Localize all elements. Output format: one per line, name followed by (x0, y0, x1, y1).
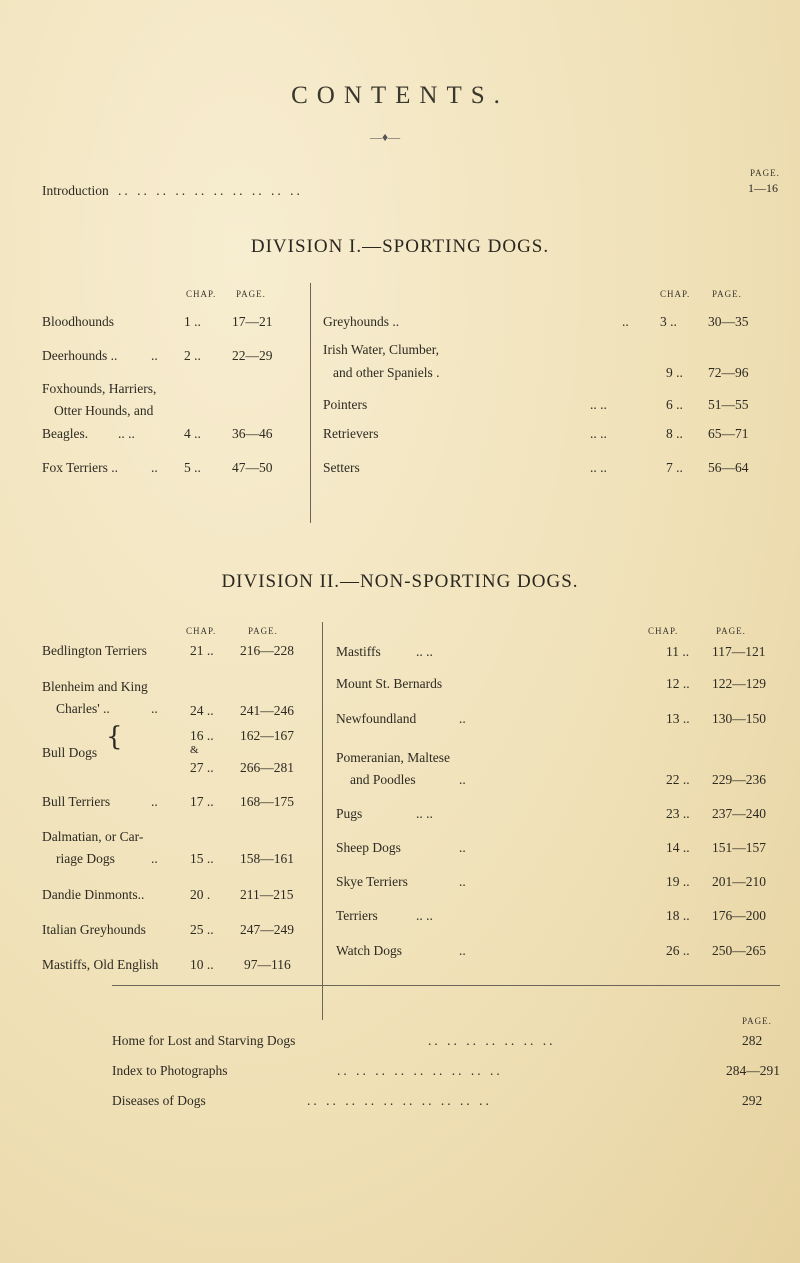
page-range: 17—21 (232, 314, 273, 329)
chap-number: 1 .. (184, 314, 201, 329)
chap-number: 16 .. (190, 728, 214, 743)
div1-right-chap-label: CHAP. (660, 289, 691, 299)
leader: .. .. (590, 426, 607, 441)
page-range: 117—121 (712, 644, 766, 659)
chap-number: 3 .. (660, 314, 677, 329)
list-item: Terriers (336, 908, 378, 923)
page-range: 30—35 (708, 314, 749, 329)
page-range: 168—175 (240, 794, 294, 809)
chap-number: 18 .. (666, 908, 690, 923)
list-item: Diseases of Dogs (112, 1093, 206, 1108)
ornament-divider: —♦— (370, 130, 401, 144)
list-item: Mastiffs, Old English (42, 957, 159, 972)
leader: .. (151, 701, 158, 716)
list-item: Pomeranian, Maltese (336, 750, 450, 765)
list-item: Bull Dogs (42, 745, 98, 760)
division1-title: DIVISION I.—SPORTING DOGS. (250, 236, 550, 257)
page-range: 97—116 (244, 957, 291, 972)
list-item: Pugs (336, 806, 363, 821)
list-item: Sheep Dogs (336, 840, 401, 855)
div1-right-page-label: PAGE. (712, 289, 742, 299)
page-range: 237—240 (712, 806, 766, 821)
chap-number: 10 .. (190, 957, 214, 972)
page-title: CONTENTS. (291, 82, 509, 109)
leader: .. .. .. .. .. .. .. .. .. .. (307, 1093, 492, 1108)
leader: .. (459, 840, 466, 855)
chap-number: 17 .. (190, 794, 214, 809)
intro-leader: .. .. .. .. .. .. .. .. .. .. (118, 183, 303, 198)
chap-number: 6 .. (666, 397, 683, 412)
list-item: Newfoundland (336, 711, 417, 726)
list-item: Irish Water, Clumber, (323, 342, 440, 357)
list-item: Otter Hounds, and (54, 403, 154, 418)
leader: .. (151, 348, 158, 363)
list-item: Beagles. (42, 426, 89, 441)
leader: .. .. (416, 806, 433, 821)
section-divider (112, 985, 780, 986)
page-range: 229—236 (712, 772, 766, 787)
page-range: 266—281 (240, 760, 294, 775)
page-range: 36—46 (232, 426, 273, 441)
list-item: Home for Lost and Starving Dogs (112, 1033, 296, 1048)
intro-page-label: PAGE. (750, 168, 780, 178)
list-item: Pointers (323, 397, 368, 412)
list-item: Foxhounds, Harriers, (42, 381, 157, 396)
chap-number: 2 .. (184, 348, 201, 363)
page-range: 158—161 (240, 851, 294, 866)
chap-number: & (190, 744, 199, 756)
page-range: 292 (742, 1093, 763, 1108)
page-range: 241—246 (240, 703, 294, 718)
list-item: Mastiffs (336, 644, 381, 659)
leader: .. (459, 772, 466, 787)
chap-number: 5 .. (184, 460, 201, 475)
list-item: Retrievers (323, 426, 379, 441)
chap-number: 26 .. (666, 943, 690, 958)
list-item: Greyhounds .. (323, 314, 400, 329)
list-item: Setters (323, 460, 360, 475)
page-range: 65—71 (708, 426, 749, 441)
list-item: Dalmatian, or Car- (42, 829, 144, 844)
chap-number: 14 .. (666, 840, 690, 855)
page-range: 201—210 (712, 874, 766, 889)
division2-title: DIVISION II.—NON-SPORTING DOGS. (221, 571, 579, 592)
list-item: Bedlington Terriers (42, 643, 147, 658)
page-range: 211—215 (240, 887, 294, 902)
list-item: Bull Terriers (42, 794, 111, 809)
chap-number: 27 .. (190, 760, 214, 775)
chap-number: 23 .. (666, 806, 690, 821)
div2-right-chap-label: CHAP. (648, 626, 679, 636)
chap-number: 12 .. (666, 676, 690, 691)
chap-number: 11 .. (666, 644, 690, 659)
page-range: 72—96 (708, 365, 749, 380)
chap-number: 21 .. (190, 643, 214, 658)
page-range: 162—167 (240, 728, 294, 743)
leader: .. .. (590, 397, 607, 412)
leader: .. .. (118, 426, 135, 441)
div1-column-rule (310, 283, 311, 523)
leader: .. (151, 460, 158, 475)
leader: .. (622, 314, 629, 329)
chap-number: 25 .. (190, 922, 214, 937)
list-item: riage Dogs (56, 851, 115, 866)
intro-label: Introduction (42, 183, 109, 198)
page-range: 56—64 (708, 460, 749, 475)
page-range: 247—249 (240, 922, 294, 937)
list-item: Blenheim and King (42, 679, 148, 694)
div2-left-chap-label: CHAP. (186, 626, 217, 636)
leader: .. .. .. .. .. .. .. .. .. (337, 1063, 503, 1078)
list-item: Skye Terriers (336, 874, 408, 889)
intro-pages: 1—16 (748, 181, 778, 195)
list-item: Dandie Dinmonts.. (42, 887, 145, 902)
chap-number: 13 .. (666, 711, 690, 726)
list-item: Watch Dogs (336, 943, 403, 958)
chap-number: 9 .. (666, 365, 683, 380)
appendix-page-label: PAGE. (742, 1016, 772, 1026)
chap-number: 19 .. (666, 874, 690, 889)
div1-left-chap-label: CHAP. (186, 289, 217, 299)
chap-number: 8 .. (666, 426, 683, 441)
leader: .. (151, 794, 158, 809)
chap-number: 7 .. (666, 460, 683, 475)
leader: .. .. (416, 908, 433, 923)
page-range: 216—228 (240, 643, 294, 658)
chap-number: 22 .. (666, 772, 690, 787)
leader: .. (151, 851, 158, 866)
chap-number: 4 .. (184, 426, 201, 441)
leader: .. (459, 711, 466, 726)
page-range: 151—157 (712, 840, 766, 855)
page-range: 22—29 (232, 348, 273, 363)
list-item: Deerhounds .. (42, 348, 118, 363)
page-range: 51—55 (708, 397, 749, 412)
page-range: 284—291 (726, 1063, 780, 1078)
page-range: 47—50 (232, 460, 273, 475)
leader: .. .. (416, 644, 433, 659)
list-item: Italian Greyhounds (42, 922, 146, 937)
chap-number: 24 .. (190, 703, 214, 718)
page-range: 282 (742, 1033, 763, 1048)
leader: .. .. .. .. .. .. .. (428, 1033, 556, 1048)
list-item: Bloodhounds (42, 314, 115, 329)
list-item: and Poodles (350, 772, 416, 787)
leader: .. (459, 943, 466, 958)
page-range: 122—129 (712, 676, 766, 691)
list-item: Charles' .. (56, 701, 110, 716)
list-item: and other Spaniels . (333, 365, 440, 380)
div2-column-rule (322, 622, 323, 1020)
brace-icon: { (106, 722, 123, 752)
chap-number: 20 . (190, 887, 211, 902)
list-item: Fox Terriers .. (42, 460, 119, 475)
leader: .. (459, 874, 466, 889)
chap-number: 15 .. (190, 851, 214, 866)
page-range: 176—200 (712, 908, 766, 923)
div1-left-page-label: PAGE. (236, 289, 266, 299)
div2-right-page-label: PAGE. (716, 626, 746, 636)
page-range: 250—265 (712, 943, 766, 958)
div2-left-page-label: PAGE. (248, 626, 278, 636)
leader: .. .. (590, 460, 607, 475)
list-item: Mount St. Bernards (336, 676, 443, 691)
page-range: 130—150 (712, 711, 766, 726)
list-item: Index to Photographs (112, 1063, 228, 1078)
